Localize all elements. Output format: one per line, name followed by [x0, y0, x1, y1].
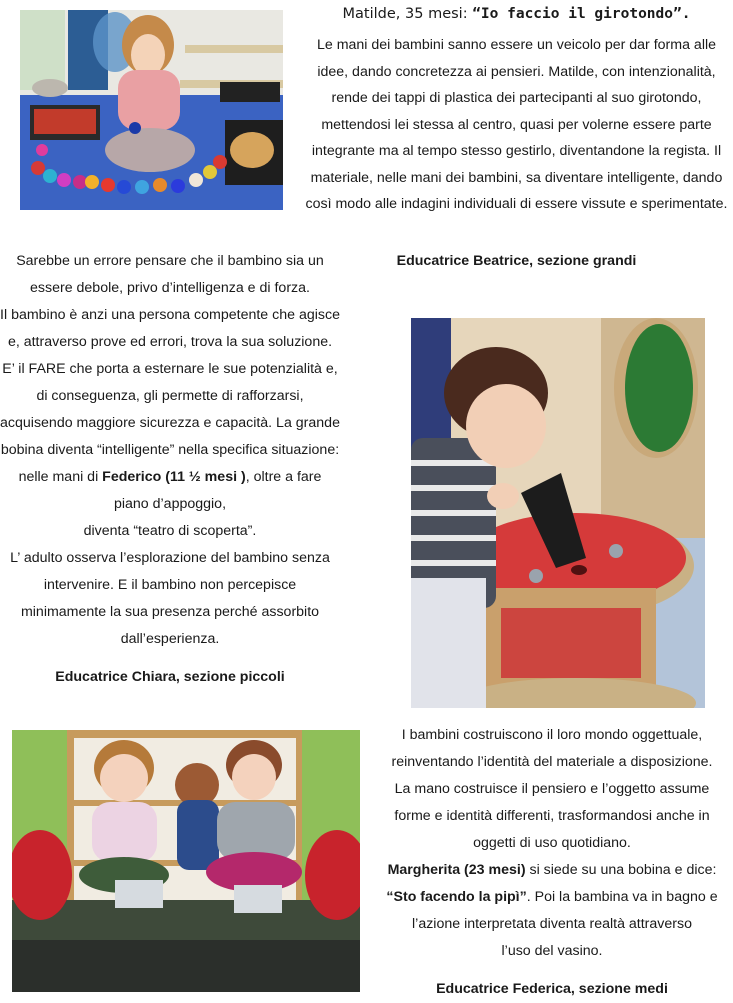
- paragraph-matilde: Le mani dei bambini sanno essere un veicolo per dar forma alle idee, dando concretezza ai pensieri. Matilde, con intenzionalità, rende dei tappi di plastica dei partecipanti al suo girotondo, mettendosi lei stessa al centro, quasi per volerne essere parte integrante ma al tempo stesso gestirlo, diventandone la regista. Il materiale, nelle mani dei bambini, sa diventare intelligente, dando così modo alle indagini individuali di essere vissute e sperimentate.: [305, 37, 728, 212]
- child-name-federico: Federico (11 ½ mesi ): [102, 469, 246, 485]
- text-block-top: [300, 32, 733, 269]
- signature-beatrice: Educatrice Beatrice, sezione grandi: [396, 253, 637, 269]
- three-children-on-pots-icon: [12, 730, 360, 992]
- paragraph-adulto: L’ adulto osserva l’esplorazione del bambino senza intervenire. E il bambino non percepisce minimamente la sua presenza perché assorbito dall’esperienza.: [10, 550, 330, 647]
- girl-with-plastic-caps-icon: [20, 10, 283, 210]
- paragraph-margherita: [384, 857, 720, 965]
- photo-girl-plastic-caps: [20, 10, 283, 210]
- text-block-middle: [0, 248, 340, 691]
- signature-federica: Educatrice Federica, sezione medi: [436, 981, 668, 997]
- paragraph-bambino-competente: [0, 302, 340, 545]
- toddler-on-cable-spool-icon: [411, 318, 705, 708]
- signature-chiara: Educatrice Chiara, sezione piccoli: [55, 669, 285, 685]
- title-name: Matilde, 35 mesi:: [342, 6, 468, 22]
- photo-toddler-spool: [411, 318, 705, 708]
- text-siede: si siede su una bobina e dice:: [525, 862, 717, 878]
- photo-three-children: [12, 730, 360, 992]
- text-fare: Il bambino è anzi una persona competente che agisce e, attraverso prove ed errori, trova la sua soluzione. E’ il FARE che porta a esternare le sue potenzialità e, di conseguenza, gli permette di rafforzarsi, acquisendo maggiore sicurezza e capacità. La grande bobina diventa “intelligente” nella specifica situazione: nelle mani di: [0, 307, 340, 485]
- title-quote: “Io faccio il girotondo”.: [472, 6, 691, 22]
- child-name-margherita: Margherita (23 mesi): [387, 862, 526, 878]
- paragraph-bambino-debole: Sarebbe un errore pensare che il bambino sia un essere debole, privo d’intelligenza e di forza.: [16, 253, 324, 296]
- quote-pipi: “Sto facendo la pipì”: [386, 889, 527, 905]
- text-block-bottom: [384, 722, 720, 1003]
- paragraph-mondo-oggettuale: I bambini costruiscono il loro mondo oggettuale, reinventando l’identità del materiale a disposizione. La mano costruisce il pensiero e l’oggetto assume forme e identità differenti, trasformandosi anche in oggetti di uso quotidiano.: [391, 727, 713, 851]
- text-appoggio: , oltre a fare piano d’appoggio,: [113, 469, 322, 512]
- text-vasino: l’uso del vasino.: [501, 943, 603, 959]
- title-matilde: [300, 2, 733, 26]
- text-teatro: diventa “teatro di scoperta”.: [83, 523, 257, 539]
- text-bagno: . Poi la bambina va in bagno e l’azione interpretata diventa realtà attraverso: [412, 889, 718, 932]
